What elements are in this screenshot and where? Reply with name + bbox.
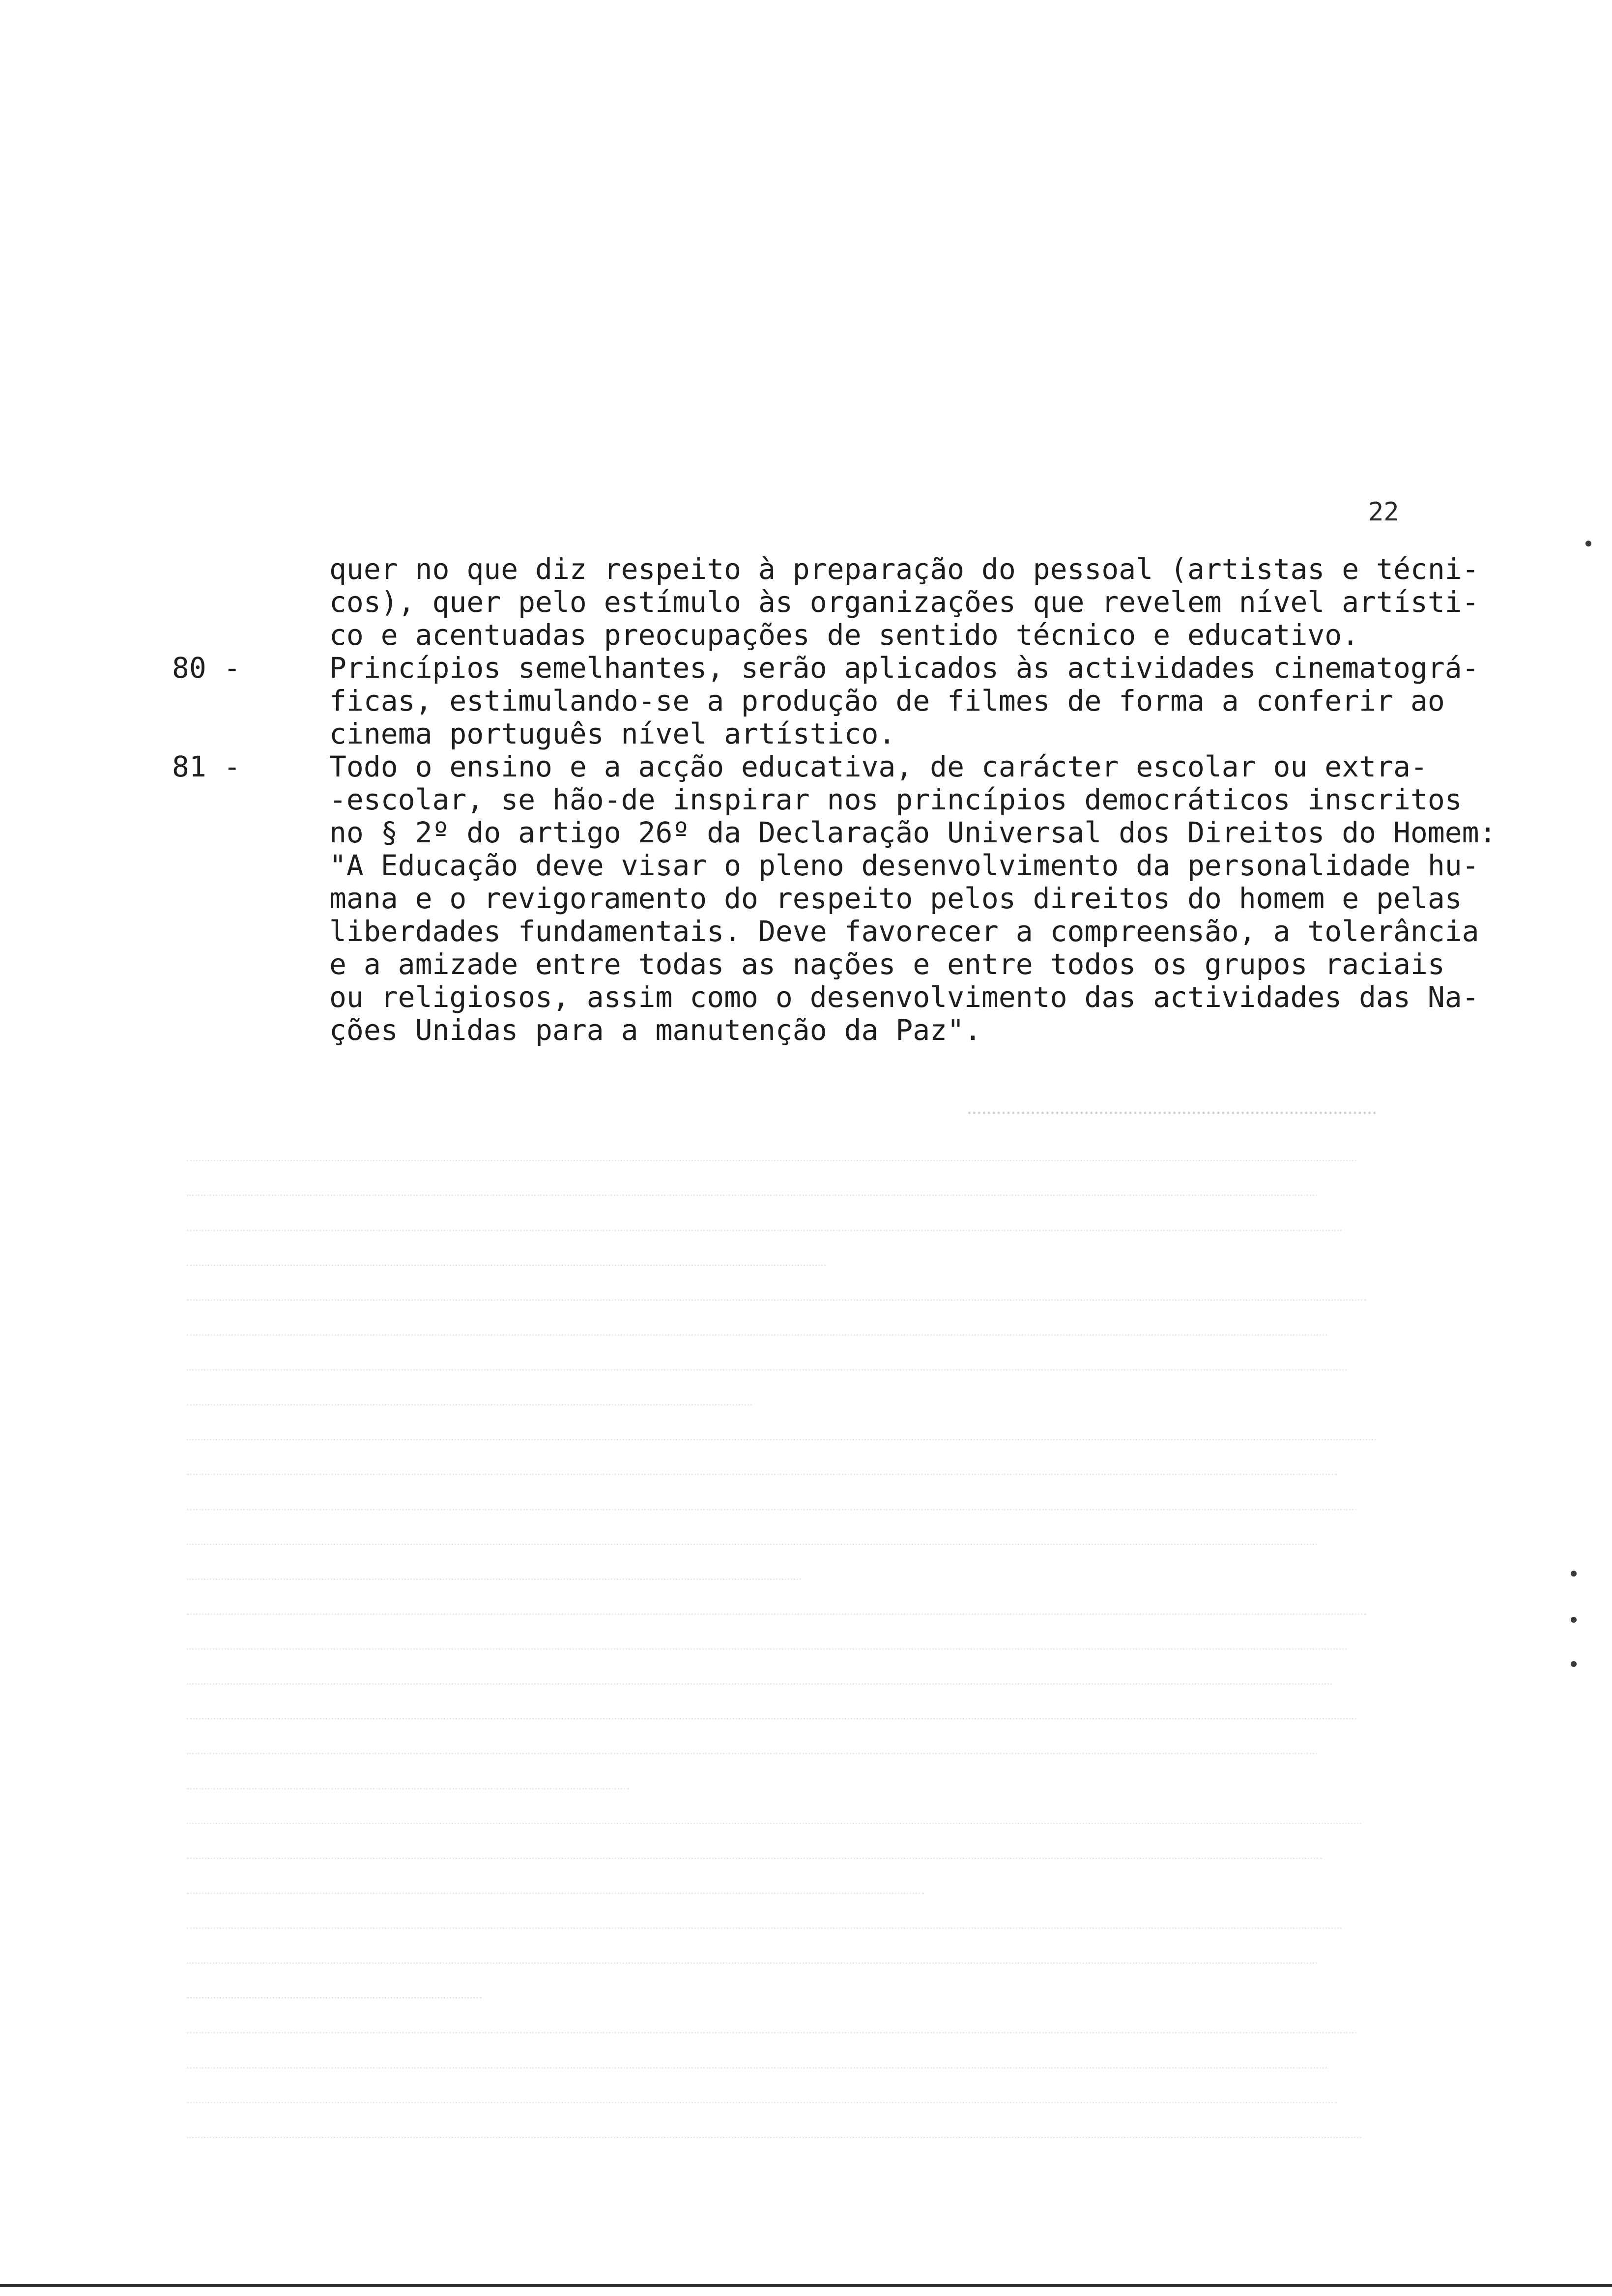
show-through-line: [187, 1299, 1366, 1322]
line-text: cos), quer pelo estímulo às organizações que revelem nível artísti-: [329, 585, 1479, 619]
item-number: 80 -: [172, 651, 241, 685]
show-through-line: [187, 2102, 1337, 2125]
show-through-heading: [968, 1112, 1376, 1114]
show-through-line: [187, 1788, 629, 1811]
show-through-line: [187, 1997, 482, 2020]
show-through-line: [187, 1823, 1361, 1846]
margin-mark: [1571, 1571, 1577, 1577]
show-through-line: [187, 1753, 1317, 1776]
show-through-line: [187, 1160, 1356, 1183]
line-text: -escolar, se hão-de inspirar nos princípios democráticos inscritos: [329, 783, 1462, 816]
text-line: [231, 816, 1497, 849]
text-line: [231, 685, 1489, 718]
text-line: [231, 553, 1489, 586]
show-through-line: [187, 1195, 1317, 1218]
line-text: co e acentuadas preocupações de sentido técnico e educativo.: [329, 618, 1359, 652]
show-through-line: [187, 2032, 1356, 2055]
line-text: quer no que diz respeito à preparação do pessoal (artistas e técni-: [329, 552, 1479, 586]
show-through-line: [187, 2067, 1327, 2090]
line-text: Princípios semelhantes, serão aplicados às actividades cinematográ-: [329, 651, 1479, 685]
item-number: 81 -: [172, 750, 241, 783]
text-line: [231, 1014, 1489, 1047]
text-line: [231, 882, 1489, 915]
margin-mark: [1571, 1617, 1577, 1623]
show-through-line: [187, 1613, 1366, 1636]
show-through-line: [187, 1927, 1342, 1951]
line-text: e a amizade entre todas as nações e entre todos os grupos raciais: [329, 947, 1445, 981]
show-through-line: [187, 1858, 1322, 1881]
show-through-line: [187, 1509, 1356, 1532]
text-line: [172, 651, 1489, 685]
text-line: [231, 849, 1489, 882]
show-through-line: [187, 1334, 1327, 1357]
line-text: ficas, estimulando-se a produção de filmes de forma a conferir ao: [329, 684, 1445, 718]
show-through-line: [187, 1578, 801, 1602]
show-through-line: [187, 1439, 1376, 1462]
show-through-line: [187, 1683, 1332, 1706]
document-text: [172, 552, 1497, 1047]
line-text: liberdades fundamentais. Deve favorecer a compreensão, a tolerância: [329, 915, 1479, 948]
text-line: [231, 718, 1489, 750]
line-text: mana e o revigoramento do respeito pelos direitos do homem e pelas: [329, 882, 1462, 915]
scan-edge-line: [0, 2284, 1612, 2287]
show-through-line: [187, 1404, 752, 1427]
text-line: [231, 586, 1489, 619]
show-through-line: [187, 1544, 1317, 1567]
margin-mark: [1585, 541, 1591, 546]
text-line: [231, 948, 1489, 981]
show-through-line: [187, 1718, 1356, 1741]
text-line: [172, 750, 1489, 783]
page-number: 22: [1368, 497, 1399, 527]
text-line: [231, 783, 1489, 816]
show-through-line: [187, 1264, 826, 1288]
line-text: ções Unidas para a manutenção da Paz".: [329, 1013, 981, 1047]
show-through-line: [187, 1648, 1347, 1671]
show-through-line: [187, 1369, 1347, 1392]
show-through-line: [187, 1230, 1342, 1253]
show-through-line: [187, 1962, 1317, 1985]
show-through-line: [187, 2137, 1361, 2160]
margin-mark: [1571, 1661, 1577, 1667]
show-through-line: [187, 1474, 1337, 1497]
text-line: [231, 619, 1489, 652]
line-text: Todo o ensino e a acção educativa, de carácter escolar ou extra-: [329, 750, 1428, 783]
line-text: ou religiosos, assim como o desenvolvimento das actividades das Na-: [329, 980, 1479, 1014]
line-text: cinema português nível artístico.: [329, 717, 896, 750]
text-line: [231, 915, 1489, 948]
line-text: no § 2º do artigo 26º da Declaração Universal dos Direitos do Homem:: [329, 816, 1497, 849]
text-line: [231, 981, 1489, 1014]
line-text: "A Educação deve visar o pleno desenvolvimento da personalidade hu-: [329, 849, 1479, 882]
show-through-text: [187, 1160, 1391, 2143]
show-through-line: [187, 1893, 924, 1916]
